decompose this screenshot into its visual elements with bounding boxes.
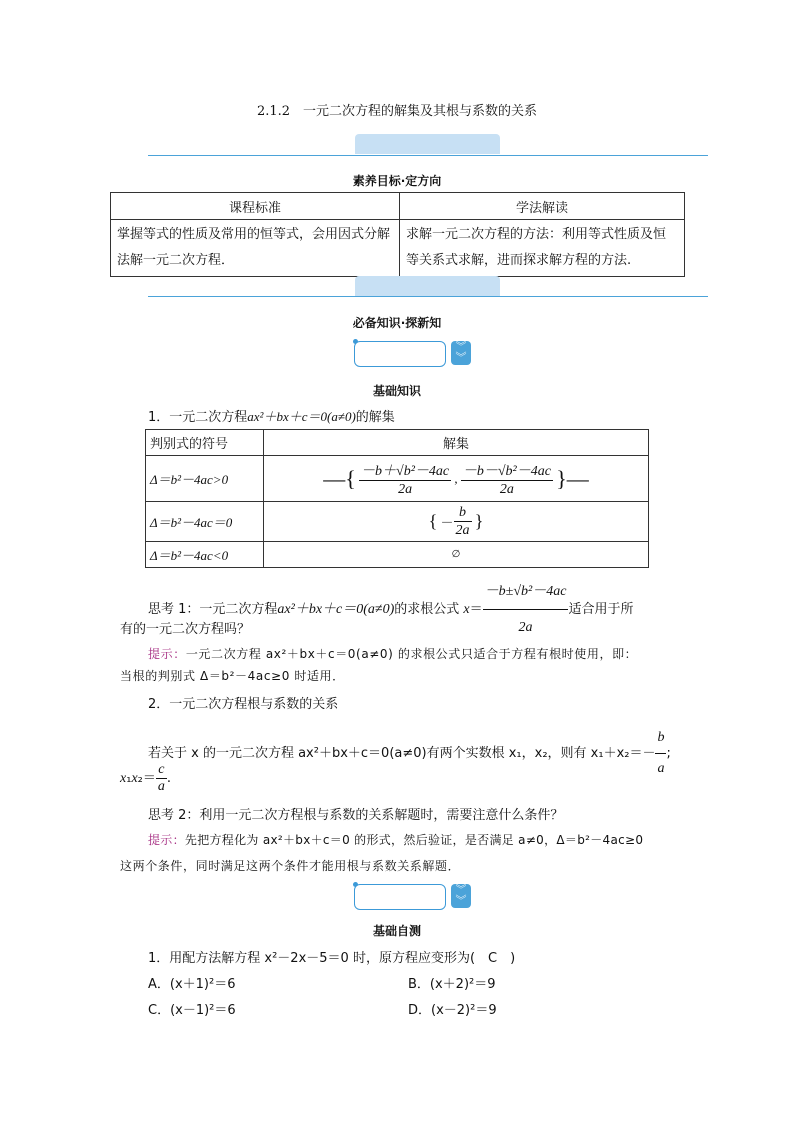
think-1-b: 的求根公式: [394, 602, 460, 617]
item-1-equation: ax²＋bx＋c＝0(a≠0): [247, 409, 356, 424]
option-b: B．(x＋2)²＝9: [408, 977, 496, 992]
question-1: 1．用配方法解方程 x²－2x－5＝0 时，原方程应变形为( C ): [148, 951, 516, 966]
hint-2-continued: 这两个条件，同时满足这两个条件才能用根与系数关系解题．: [120, 859, 461, 873]
solution-set-two-roots: —{ $\frac{\text{－b＋√b²－4ac}}{2a}$ , $\frac{\text{－b－√b²－4ac}}{2a}$ }—: [264, 456, 649, 502]
chevron-down-icon: ︾ ︾: [451, 341, 471, 365]
chevron-down-icon: ︾ ︾: [451, 884, 471, 908]
subsection-heading: 基础知识: [372, 384, 421, 398]
section-heading-goals: 素养目标·定方向: [352, 174, 442, 188]
think-2: 思考 2：利用一元二次方程根与系数的关系解题时，需要注意什么条件？: [148, 808, 564, 823]
option-d: D．(x－2)²＝9: [408, 1003, 497, 1018]
table-header: 判别式的符号: [146, 430, 264, 456]
relation-text-a: 若关于 x 的一元二次方程 ax²＋bx＋c＝0(a≠0)有两个实数根 x₁，x₂，则有 x₁＋x₂＝－: [148, 746, 656, 761]
item-1: [148, 406, 395, 425]
item-1-text: 1．一元二次方程: [148, 410, 248, 425]
table-cell: 求解一元二次方程的方法：利用等式性质及恒等关系式求解，进而探求解方程的方法.: [400, 220, 685, 277]
think-1: 思考 1：一元二次方程ax²＋bx＋c＝0(a≠0)的求根公式 x＝ $\frac{\text{－b±√b²－4ac}}{2a}$ 适合用于所: [148, 574, 633, 645]
think-1-c: 适合用于所: [568, 602, 634, 617]
hint-label: 提示：: [148, 647, 186, 661]
hint-1: [148, 645, 637, 662]
option-a: A．(x＋1)²＝6: [148, 977, 236, 992]
subsection-heading: 基础自测: [372, 924, 421, 938]
table-header: 解集: [264, 430, 649, 456]
table-cell-condition: Δ＝b²－4ac＝0: [146, 502, 264, 542]
hint-1-continued: 当根的判别式 Δ＝b²－4ac≥0 时适用．: [120, 669, 345, 683]
section-divider: [148, 296, 708, 297]
table-cell-condition: Δ＝b²－4ac>0: [146, 456, 264, 502]
table-header: 学法解读: [400, 193, 685, 220]
product-relation: x₁x₂＝ $\frac{c}{a}$ .: [120, 762, 172, 794]
hint-label: 提示：: [148, 833, 185, 847]
goals-table: [110, 192, 685, 277]
section-heading-knowledge: 必备知识·探新知: [352, 316, 442, 330]
solution-set-table: [145, 429, 649, 568]
option-c: C．(x－1)²＝6: [148, 1003, 236, 1018]
relation-text: 若关于 x 的一元二次方程 ax²＋bx＋c＝0(a≠0)有两个实数根 x₁，x₂，则有 x₁＋x₂＝－ $\frac{b}{a}$ ;: [148, 723, 671, 784]
think-1-a: 思考 1：一元二次方程: [148, 602, 278, 617]
table-cell: 掌握等式的性质及常用的恒等式，会用因式分解法解一元二次方程．: [111, 220, 400, 277]
label-pill: [354, 884, 446, 910]
solution-set-one-root: { － $\frac{b}{2a}$ }: [264, 502, 649, 542]
page-title: 2.1.2 一元二次方程的解集及其根与系数的关系: [256, 104, 538, 119]
empty-set: ∅: [264, 542, 649, 568]
table-header: 课程标准: [111, 193, 400, 220]
item-1-tail: 的解集: [355, 410, 395, 425]
hint-2-text: 先把方程化为 ax²＋bx＋c＝0 的形式，然后验证，是否满足 a≠0，Δ＝b²－4ac≥0: [184, 833, 644, 847]
section-divider: [148, 155, 708, 156]
think-1-continued: 有的一元二次方程吗？: [120, 622, 251, 637]
hint-2: [148, 831, 643, 848]
table-cell-condition: Δ＝b²－4ac<0: [146, 542, 264, 568]
item-2: 2．一元二次方程根与系数的关系: [148, 697, 339, 712]
hint-1-text: 一元二次方程 ax²＋bx＋c＝0(a≠0) 的求根公式只适合于方程有根时使用，即：: [185, 647, 638, 661]
section-banner-tab: [355, 134, 500, 154]
label-pill: [354, 341, 446, 367]
section-banner-tab: [355, 276, 500, 296]
